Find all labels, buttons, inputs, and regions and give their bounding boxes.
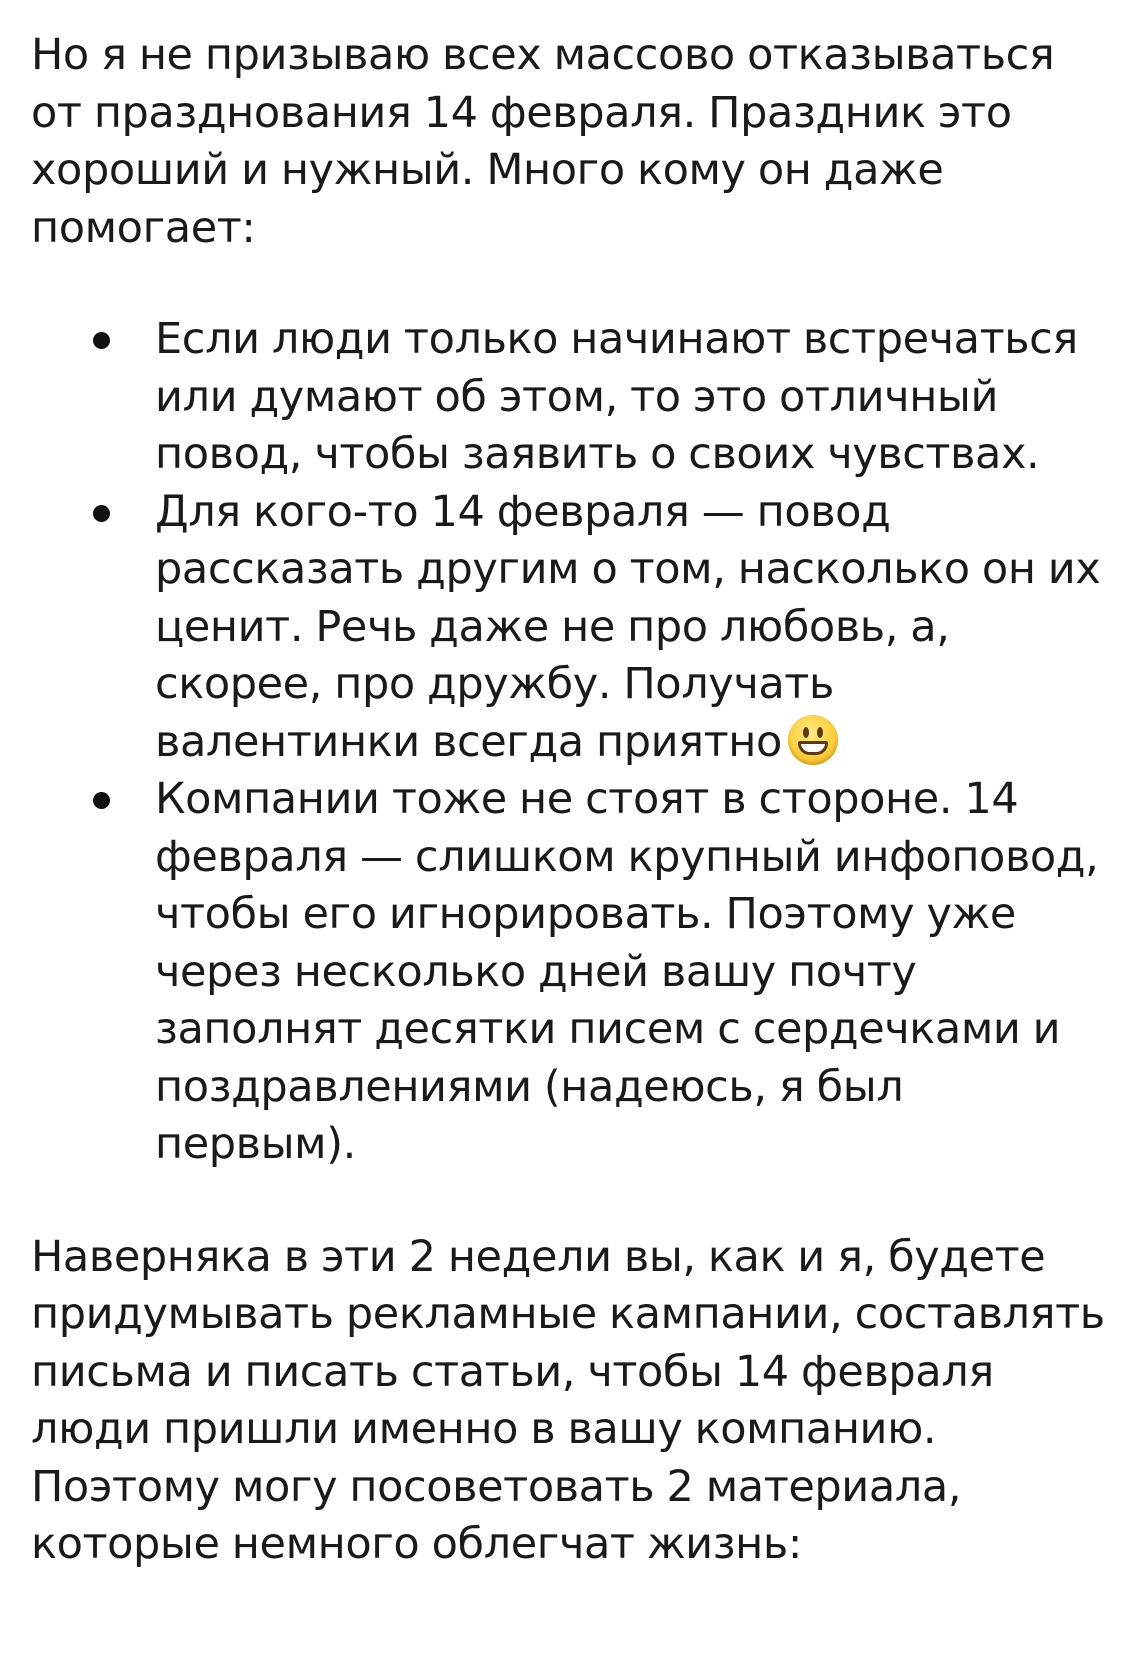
- intro-paragraph: Но я не призываю всех массово отказываться от празднования 14 февраля. Праздник это хороший и нужный. Много кому он даже помогает:: [31, 30, 1055, 253]
- list-item: [31, 484, 1106, 772]
- bullet-icon: [93, 792, 110, 809]
- list-item-text: Для кого-то 14 февраля — повод рассказать другим о том, насколько он их ценит. Речь даже не про любовь, а, скорее, про дружбу. Получать валентинки всегда приятно: [155, 486, 1101, 767]
- list-item-text: Компании тоже не стоят в стороне. 14 февраля — слишком крупный инфоповод, чтобы его игнорировать. Поэтому уже через несколько дней вашу почту заполнят десятки писем с сердечками и поздравлениями (надеюсь, я был первым).: [155, 774, 1099, 1169]
- list-item-text: Если люди только начинают встречаться или думают об этом, то это отличный повод, чтобы заявить о своих чувствах.: [155, 314, 1078, 479]
- bullet-list: [31, 311, 1106, 1174]
- bullet-icon: [93, 332, 110, 349]
- grinning-face-emoji-icon: [788, 715, 838, 765]
- outro-paragraph: Наверняка в эти 2 недели вы, как и я, будете придумывать рекламные кампании, составлять письма и писать статьи, чтобы 14 февраля люди пришли именно в вашу компанию. Поэтому могу посоветовать 2 материала, которые немного облегчат жизнь:: [31, 1231, 1105, 1569]
- list-item: [31, 311, 1106, 484]
- list-item: [31, 771, 1106, 1174]
- article-body: [31, 27, 1106, 1574]
- bullet-icon: [93, 505, 110, 522]
